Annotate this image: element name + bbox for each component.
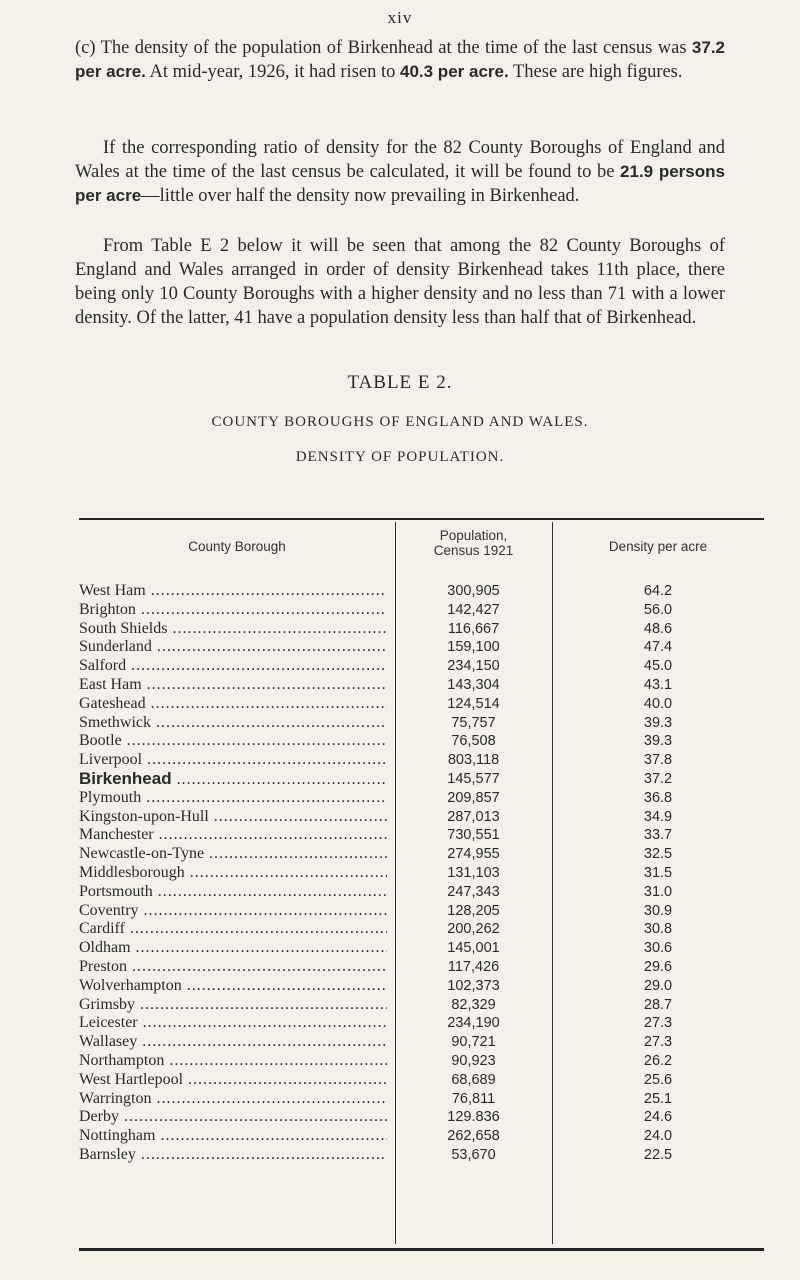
cell-population: 76,811 [451, 1090, 496, 1107]
cell-population: 145,577 [447, 770, 500, 787]
cell-density: 28.7 [643, 996, 673, 1013]
cell-density: 64.2 [643, 583, 673, 599]
table-row [79, 582, 764, 601]
cell-density: 22.5 [643, 1146, 673, 1163]
table-row [79, 808, 764, 827]
table-row [79, 920, 764, 939]
paragraph-c: (c) The density of the population of Birkenhead at the time of the last census was 37.2 per acre. At mid-year, 1926, it had risen to 40.3 per acre. These are high figures. [75, 38, 725, 82]
cell-county-borough: Sunderland ..... [79, 638, 387, 657]
cell-density: 24.0 [643, 1128, 673, 1145]
cell-population: 53,670 [451, 1146, 496, 1163]
table-row [79, 638, 764, 657]
cell-population: 90,923 [451, 1052, 496, 1069]
cell-population: 209,857 [447, 789, 500, 806]
cell-population: 274,955 [447, 846, 500, 863]
cell-population: 131,103 [447, 864, 500, 881]
cell-population: 75,757 [451, 714, 496, 731]
cell-county-borough: Smethwick ..... [79, 714, 387, 733]
cell-county-borough: West Ham ..... [79, 582, 387, 601]
table-row [79, 1127, 764, 1146]
page-number: xiv [387, 8, 413, 27]
cell-population: 234,150 [447, 658, 500, 675]
table-row [79, 789, 764, 808]
table-top-rule [79, 518, 764, 520]
cell-density: 39.3 [643, 714, 673, 731]
cell-density: 37.8 [643, 752, 673, 769]
header-county-borough: County Borough [188, 539, 286, 554]
cell-density: 40.0 [643, 695, 673, 712]
cell-density: 25.6 [643, 1071, 673, 1088]
cell-density: 47.4 [643, 639, 673, 656]
cell-population: 200,262 [447, 921, 500, 938]
cell-density: 30.8 [643, 921, 673, 938]
cell-county-borough: Wolverhampton ..... [79, 977, 387, 996]
table-subtitle-boroughs: COUNTY BOROUGHS OF ENGLAND AND WALES. [211, 414, 589, 430]
table-row [79, 676, 764, 695]
cell-county-borough: Coventry ..... [79, 902, 387, 921]
cell-county-borough: South Shields ..... [79, 620, 387, 639]
table-row [79, 864, 764, 883]
cell-population: 803,118 [447, 752, 500, 769]
cell-density: 30.6 [643, 940, 673, 957]
cell-county-borough: East Ham ..... [79, 676, 387, 695]
table-bottom-rule [79, 1248, 764, 1251]
cell-population: 124,514 [447, 695, 500, 712]
table-row [79, 1108, 764, 1127]
cell-density: 43.1 [643, 676, 673, 693]
cell-population: 117,426 [447, 958, 500, 975]
table-row [79, 732, 764, 751]
cell-county-borough: Portsmouth ..... [79, 883, 387, 902]
cell-county-borough: Bootle ..... [79, 732, 387, 751]
cell-county-borough: Nottingham ..... [79, 1127, 387, 1146]
table-row [79, 751, 764, 770]
cell-population: 102,373 [447, 977, 500, 994]
cell-density: 48.6 [643, 620, 673, 637]
cell-density: 34.9 [643, 808, 673, 825]
table-row [79, 1014, 764, 1033]
cell-population: 143,304 [447, 676, 500, 693]
header-population: Population, Census 1921 [433, 528, 514, 558]
cell-density: 30.9 [643, 902, 673, 919]
cell-density: 33.7 [643, 827, 673, 844]
cell-population: 82,329 [451, 996, 496, 1013]
table-body [79, 582, 764, 1165]
cell-population: 247,343 [447, 883, 500, 900]
cell-county-borough: Plymouth ..... [79, 789, 387, 808]
cell-county-borough: Cardiff ..... [79, 920, 387, 939]
cell-density: 27.3 [643, 1034, 673, 1051]
table-row [79, 1033, 764, 1052]
table-row [79, 1071, 764, 1090]
cell-density: 26.2 [643, 1052, 673, 1069]
cell-density: 27.3 [643, 1015, 673, 1032]
cell-population: 234,190 [447, 1015, 500, 1032]
cell-county-borough: Warrington ..... [79, 1090, 387, 1109]
cell-population: 159,100 [447, 639, 500, 656]
cell-density: 31.0 [643, 883, 673, 900]
table-row [79, 620, 764, 639]
cell-density: 29.6 [643, 958, 673, 975]
cell-population: 287,013 [447, 808, 500, 825]
table-subtitle-density: DENSITY OF POPULATION. [295, 449, 505, 465]
cell-county-borough: Manchester ..... [79, 826, 387, 845]
cell-county-borough: Grimsby ..... [79, 996, 387, 1015]
cell-population: 90,721 [451, 1034, 496, 1051]
cell-density: 39.3 [643, 733, 673, 750]
table-row [79, 695, 764, 714]
cell-density: 29.0 [643, 977, 673, 994]
table-row [79, 770, 764, 789]
cell-population: 262,658 [447, 1128, 500, 1145]
cell-population: 730,551 [447, 827, 500, 844]
cell-county-borough: Newcastle-on-Tyne ..... [79, 845, 387, 864]
cell-county-borough: Barnsley ..... [79, 1146, 387, 1165]
cell-density: 45.0 [643, 658, 673, 675]
cell-county-borough: Leicester ..... [79, 1014, 387, 1033]
cell-county-borough: Derby ..... [79, 1108, 387, 1127]
cell-county-borough: West Hartlepool ..... [79, 1071, 387, 1090]
cell-density: 36.8 [643, 789, 673, 806]
cell-county-borough: Birkenhead ..... [79, 770, 387, 790]
cell-population: 128,205 [447, 902, 500, 919]
cell-population: 129.836 [447, 1109, 500, 1126]
table-row [79, 845, 764, 864]
cell-county-borough: Northampton ..... [79, 1052, 387, 1071]
cell-county-borough: Gateshead ..... [79, 695, 387, 714]
table-row [79, 902, 764, 921]
paragraph-ranking: From Table E 2 below it will be seen that among the 82 County Boroughs of England and Wales arranged in order of density Birkenhead takes 11th place, there being only 10 County Boroughs with a higher density and no less than 71 with a lower density. Of the latter, 41 have a population density less than half that of Birkenhead. [75, 236, 725, 328]
cell-population: 142,427 [447, 601, 500, 618]
cell-county-borough: Salford ..... [79, 657, 387, 676]
cell-density: 56.0 [643, 601, 673, 618]
cell-density: 25.1 [643, 1090, 673, 1107]
cell-density: 24.6 [643, 1109, 673, 1126]
table-row [79, 883, 764, 902]
paragraph-ratio: If the corresponding ratio of density for the 82 County Boroughs of England and Wales at the time of the last census be calculated, it will be found to be 21.9 persons per acre—little over half the density now prevailing in Birkenhead. [75, 138, 725, 206]
cell-population: 145,001 [447, 940, 500, 957]
cell-county-borough: Kingston-upon-Hull ..... [79, 808, 387, 827]
table-row [79, 958, 764, 977]
cell-county-borough: Liverpool ..... [79, 751, 387, 770]
cell-population: 116,667 [447, 620, 500, 637]
header-density: Density per acre [608, 539, 708, 554]
cell-population: 68,689 [451, 1071, 496, 1088]
table-row [79, 1146, 764, 1165]
table-row [79, 1090, 764, 1109]
cell-population: 76,508 [451, 733, 496, 750]
cell-population: 300,905 [447, 583, 500, 599]
cell-density: 37.2 [643, 770, 673, 787]
cell-county-borough: Brighton ..... [79, 601, 387, 620]
cell-density: 31.5 [643, 864, 673, 881]
table-title: TABLE E 2. [347, 372, 453, 393]
table-row [79, 977, 764, 996]
table-row [79, 714, 764, 733]
cell-density: 32.5 [643, 846, 673, 863]
table-row [79, 601, 764, 620]
cell-county-borough: Wallasey ..... [79, 1033, 387, 1052]
cell-county-borough: Middlesborough ..... [79, 864, 387, 883]
cell-county-borough: Oldham ..... [79, 939, 387, 958]
table-row [79, 657, 764, 676]
cell-county-borough: Preston ..... [79, 958, 387, 977]
table-row [79, 996, 764, 1015]
table-row [79, 1052, 764, 1071]
table-row [79, 939, 764, 958]
table-row [79, 826, 764, 845]
